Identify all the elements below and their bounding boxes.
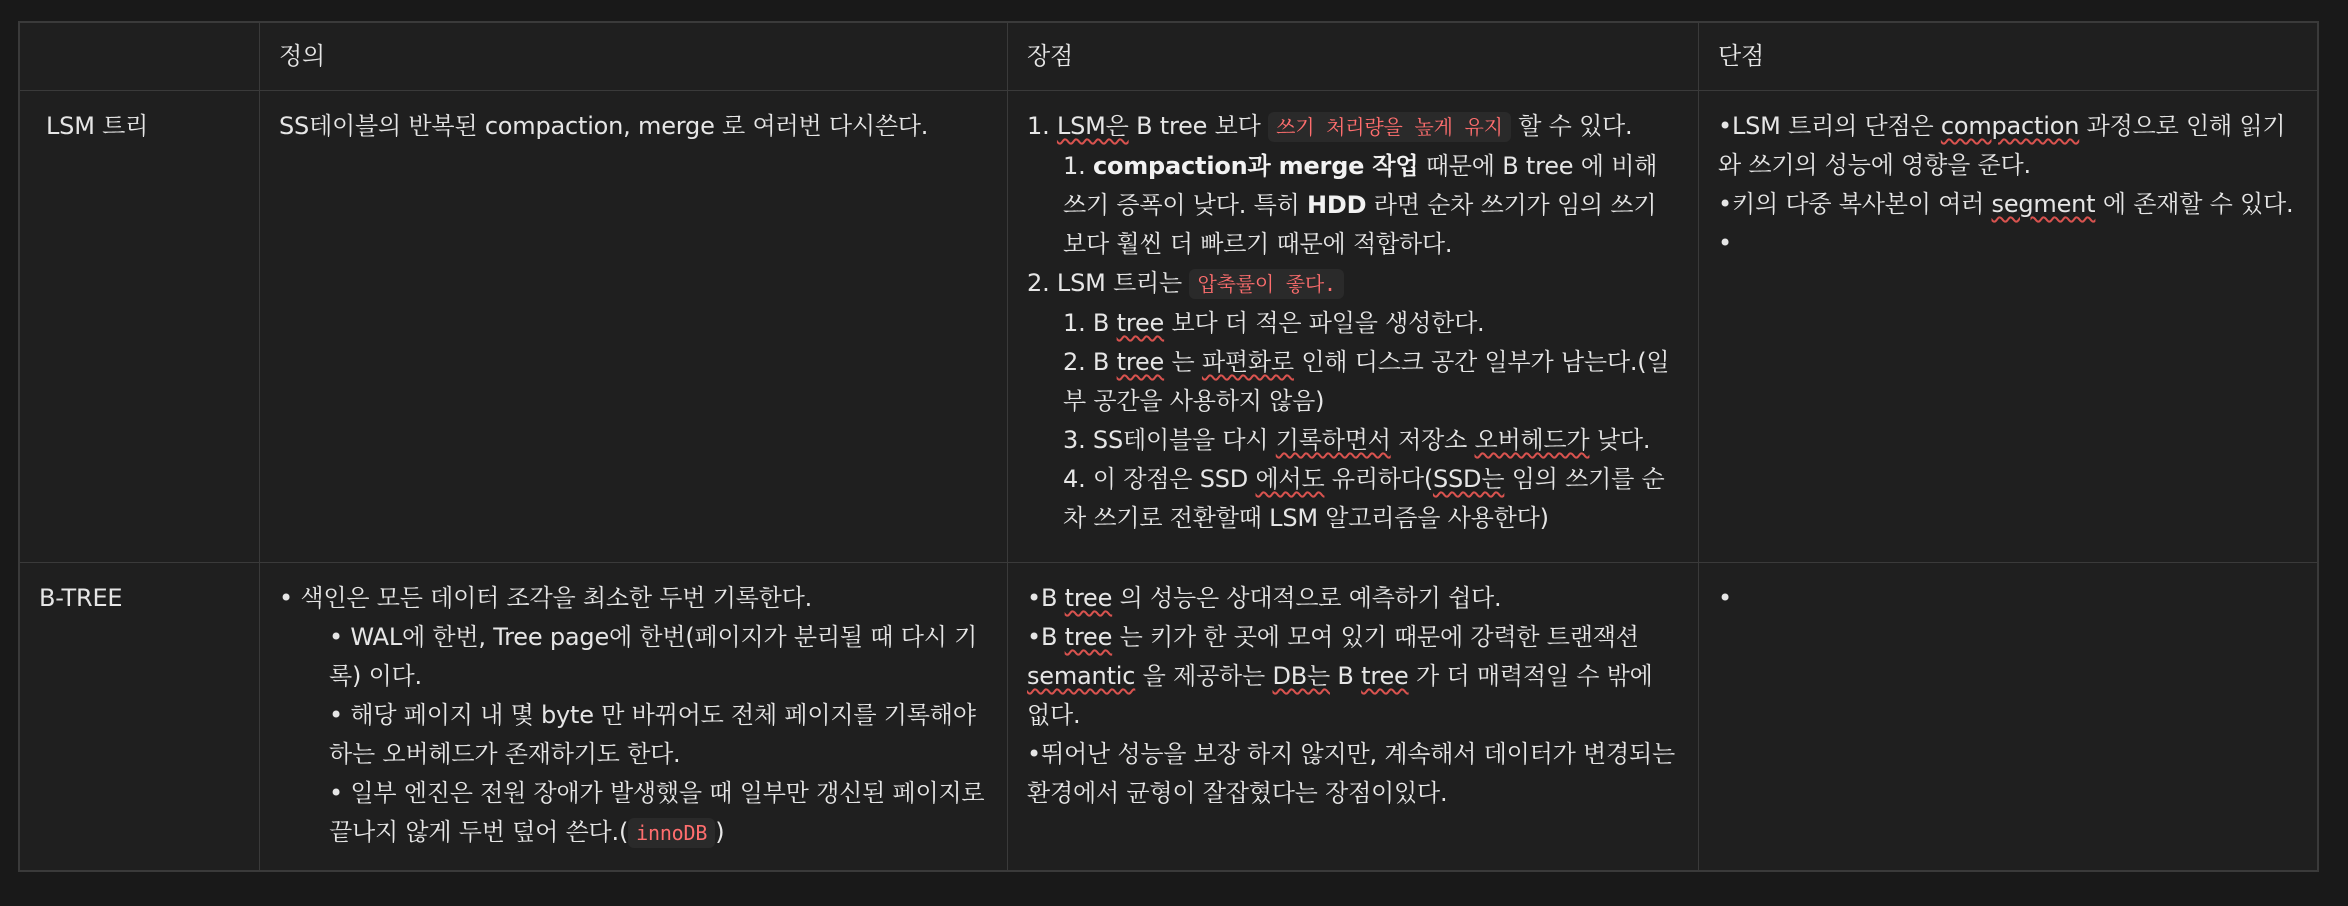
pros-line: 1. LSM은 B tree 보다 쓰기 처리량을 높게 유지 할 수 있다.: [1027, 112, 1633, 140]
cons-cell-btree[interactable]: [1699, 563, 2318, 871]
definition-cell-btree[interactable]: [260, 563, 1008, 871]
inline-code: 압축률이 좋다.: [1189, 269, 1343, 299]
inline-code: innoDB: [628, 818, 715, 848]
header-cell-cons[interactable]: 단점: [1699, 23, 2318, 91]
cons-cell-lsm[interactable]: [1699, 91, 2318, 563]
pros-line: 2. LSM 트리는 압축률이 좋다.: [1027, 264, 1679, 304]
header-row: [20, 23, 2318, 91]
cons-line: •: [1718, 229, 1732, 257]
pros-cell-lsm[interactable]: [1008, 91, 1699, 563]
row-name-text: B-TREE: [39, 584, 123, 612]
pros-line: 4. 이 장점은 SSD 에서도 유리하다(SSD는 임의 쓰기를 순차 쓰기로 전환할때 LSM 알고리즘을 사용한다): [1063, 465, 1665, 532]
definition-line: • 일부 엔진은 전원 장애가 발생했을 때 일부만 갱신된 페이지로 끝나지 않게 두번 덮어 쓴다.( innoDB ): [329, 779, 985, 846]
definition-cell-lsm[interactable]: [260, 91, 1008, 563]
definition-line: • 색인은 모든 데이터 조각을 최소한 두번 기록한다.: [279, 584, 813, 612]
pros-line: 2. B tree 는 파편화로 인해 디스크 공간 일부가 남는다.(일부 공간을 사용하지 않음): [1063, 348, 1670, 415]
row-name-lsm[interactable]: [20, 91, 260, 563]
pros-line: 1. B tree 보다 더 적은 파일을 생성한다.: [1063, 309, 1485, 337]
header-cell-definition[interactable]: 정의: [260, 23, 1008, 91]
comparison-table: [18, 21, 2319, 872]
definition-text: SS테이블의 반복된 compaction, merge 로 여러번 다시쓴다.: [279, 112, 929, 140]
table-row-btree: [20, 563, 2318, 871]
pros-cell-btree[interactable]: [1008, 563, 1699, 871]
pros-line: •B tree 는 키가 한 곳에 모여 있기 때문에 강력한 트랜잭션 semantic 을 제공하는 DB는 B tree 가 더 매력적일 수 밖에 없다.: [1027, 623, 1653, 729]
pros-line: •뛰어난 성능을 보장 하지 않지만, 계속해서 데이터가 변경되는 환경에서 균형이 잘잡혔다는 장점이있다.: [1027, 740, 1675, 807]
pros-line: 1. compaction과 merge 작업 때문에 B tree 에 비해 쓰기 증폭이 낮다. 특히 HDD 라면 순차 쓰기가 임의 쓰기 보다 훨씬 더 빠르기 때문에 적합하다.: [1063, 152, 1658, 258]
definition-line: • 해당 페이지 내 몇 byte 만 바뀌어도 전체 페이지를 기록해야 하는 오버헤드가 존재하기도 한다.: [329, 701, 976, 768]
cons-line: •LSM 트리의 단점은 compaction 과정으로 인해 읽기와 쓰기의 성능에 영향을 준다.: [1718, 112, 2286, 179]
header-cell-empty[interactable]: [20, 23, 260, 91]
header-cell-pros[interactable]: 장점: [1008, 23, 1699, 91]
row-name-btree[interactable]: [20, 563, 260, 871]
inline-code: 쓰기 처리량을 높게 유지: [1268, 112, 1511, 142]
pros-line: 3. SS테이블을 다시 기록하면서 저장소 오버헤드가 낮다.: [1063, 426, 1651, 454]
cons-line: •키의 다중 복사본이 여러 segment 에 존재할 수 있다.: [1718, 190, 2294, 218]
cons-line: •: [1718, 584, 1732, 612]
table-row-lsm: [20, 91, 2318, 563]
definition-line: • WAL에 한번, Tree page에 한번(페이지가 분리될 때 다시 기록) 이다.: [329, 623, 978, 690]
row-name-text: LSM 트리: [46, 112, 149, 140]
pros-line: •B tree 의 성능은 상대적으로 예측하기 쉽다.: [1027, 584, 1502, 612]
